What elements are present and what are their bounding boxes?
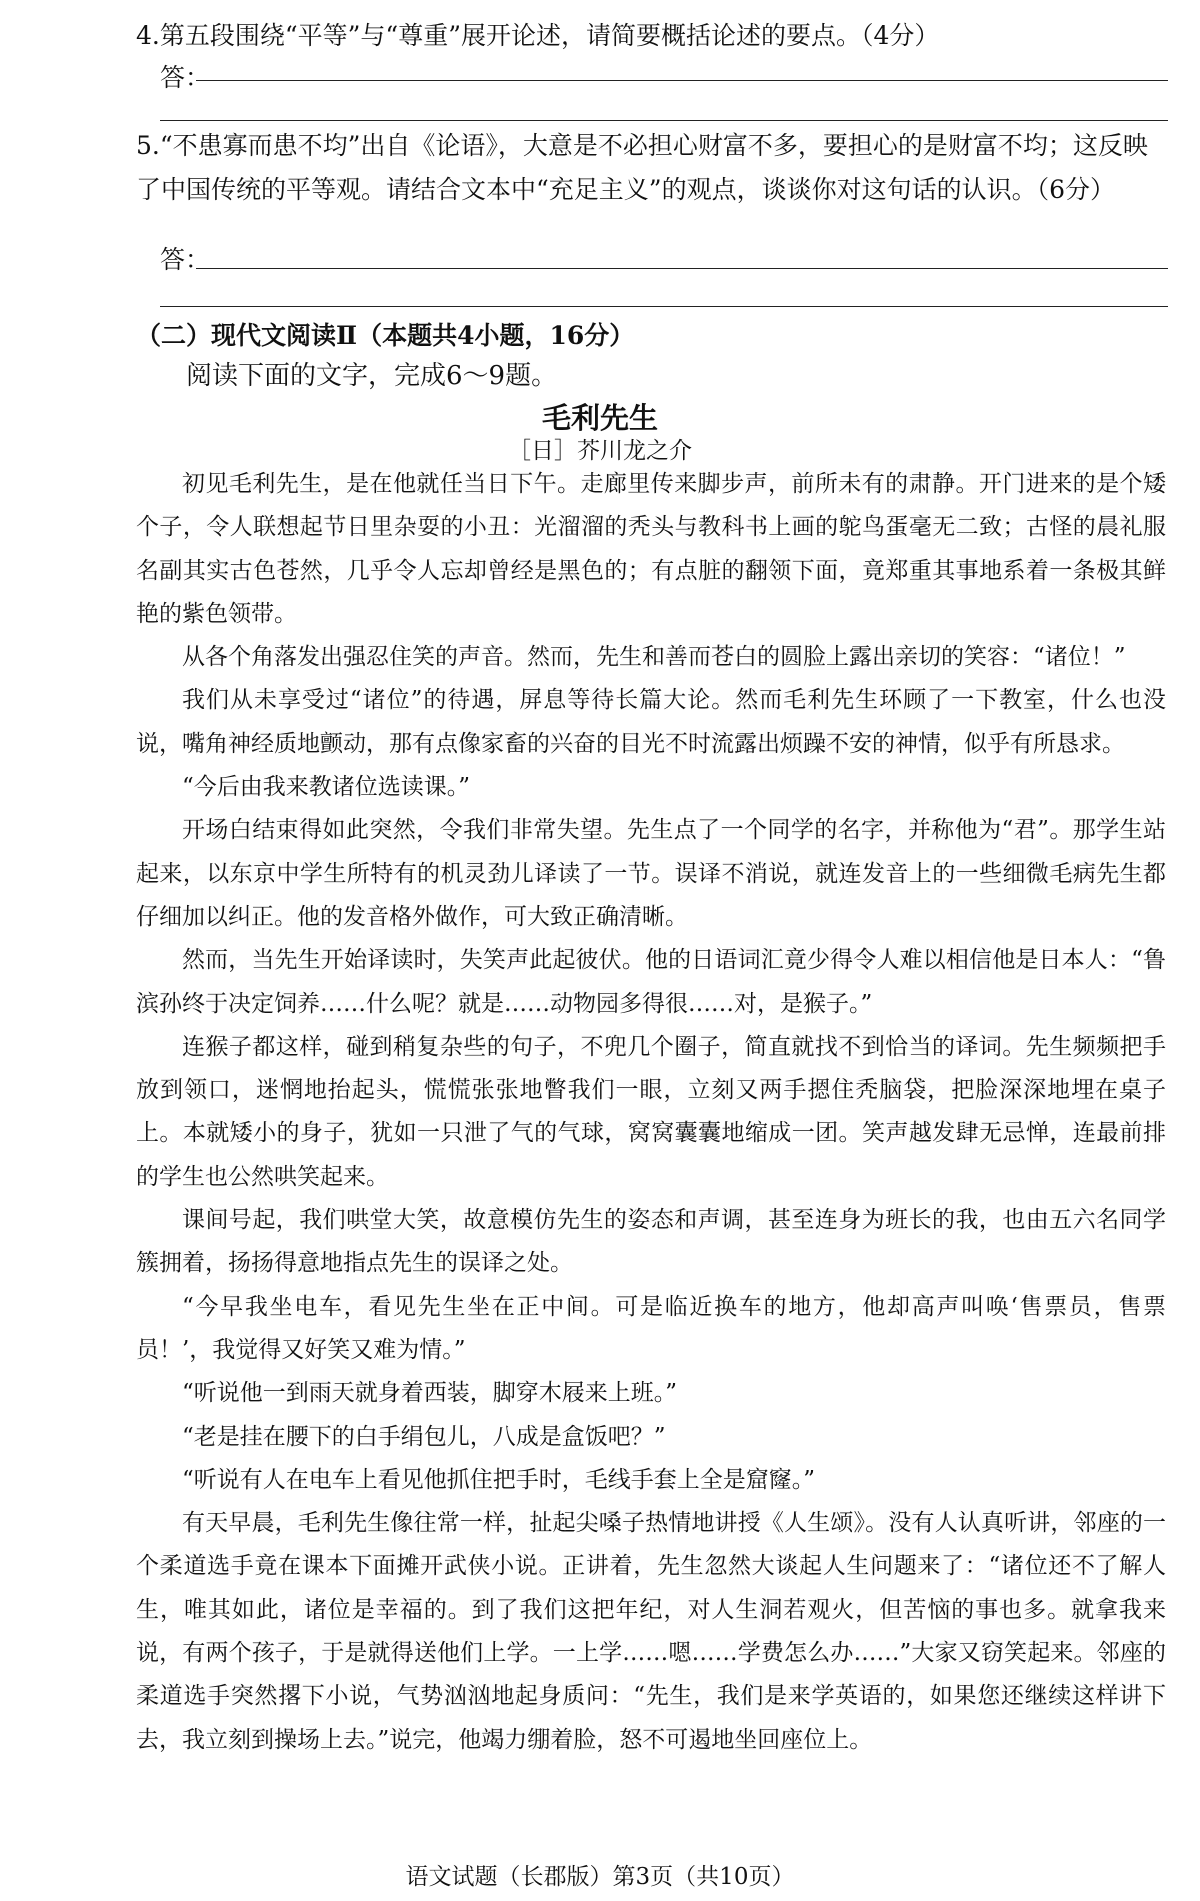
- article-paragraph: 连猴子都这样，碰到稍复杂些的句子，不兜几个圈子，简直就找不到恰当的译词。先生频频把手放到领口，迷惘地抬起头，慌慌张张地瞥我们一眼，立刻又两手摁住秃脑袋，把脸深深地埋在桌子上。本就矮小的身子，犹如一只泄了气的气球，窝窝囊囊地缩成一团。笑声越发肆无忌惮，连最前排的学生也公然哄笑起来。: [136, 1033, 1166, 1190]
- article-paragraph: 课间号起，我们哄堂大笑，故意模仿先生的姿态和声调，甚至连身为班长的我，也由五六名同学簇拥着，扬扬得意地指点先生的误译之处。: [136, 1207, 1166, 1277]
- answer-line: [196, 268, 1168, 269]
- article-title: 毛利先生: [541, 401, 658, 435]
- article-paragraph: 有天早晨，毛利先生像往常一样，扯起尖嗓子热情地讲授《人生颂》。没有人认真听讲，邻座的一个柔道选手竟在课本下面摊开武侠小说。正讲着，先生忽然大谈起人生问题来了：“诸位还不了解人生，唯其如此，诸位是幸福的。到了我们这把年纪，对人生洞若观火，但苦恼的事也多。就拿我来说，有两个孩子，于是就得送他们上学。一上学……嗯……学费怎么办……”大家又窃笑起来。邻座的柔道选手突然撂下小说，气势汹汹地起身质问：“先生，我们是来学英语的，如果您还继续这样讲下去，我立刻到操场上去。”说完，他竭力绷着脸，怒不可遏地坐回座位上。: [136, 1510, 1166, 1753]
- article-paragraph: 初见毛利先生，是在他就任当日下午。走廊里传来脚步声，前所未有的肃静。开门进来的是个矮个子，令人联想起节日里杂耍的小丑：光溜溜的秃头与教科书上画的鸵鸟蛋毫无二致；古怪的晨礼服名副其实古色苍然，几乎令人忘却曾经是黑色的；有点脏的翻领下面，竟郑重其事地系着一条极其鲜艳的紫色领带。: [136, 471, 1166, 627]
- article-paragraph: “听说有人在电车上看见他抓住把手时，毛线手套上全是窟窿。”: [182, 1466, 816, 1493]
- answer-line: [196, 80, 1168, 81]
- question-4-text: 4.第五段围绕“平等”与“尊重”展开论述，请简要概括论述的要点。（4分）: [136, 21, 940, 50]
- section-heading: （二）现代文阅读Ⅱ（本题共4小题，16分）: [136, 321, 635, 350]
- section-instruction: 阅读下面的文字，完成6～9题。: [186, 361, 558, 391]
- question-5-text: 5.“不患寡而患不均”出自《论语》，大意是不必担心财富不多，要担心的是财富不均；这反映了中国传统的平等观。请结合文本中“充足主义”的观点，谈谈你对这句话的认识。（6分）: [136, 131, 1148, 204]
- question-4: [136, 12, 1166, 60]
- question-4-answer-label: 答：: [160, 63, 211, 92]
- article-paragraph: “今后由我来教诸位选读课。”: [182, 774, 471, 801]
- question-5-answer-label: 答：: [160, 245, 211, 274]
- article-paragraph: 我们从未享受过“诸位”的待遇，屏息等待长篇大论。然而毛利先生环顾了一下教室，什么也没说，嘴角神经质地颤动，那有点像家畜的兴奋的目光不时流露出烦躁不安的神情，似乎有所恳求。: [136, 687, 1166, 757]
- question-5: [136, 124, 1166, 212]
- article-paragraph: 开场白结束得如此突然，令我们非常失望。先生点了一个同学的名字，并称他为“君”。那学生站起来，以东京中学生所特有的机灵劲儿译读了一节。误译不消说，就连发音上的一些细微毛病先生都仔细加以纠正。他的发音格外做作，可大致正确清晰。: [136, 817, 1166, 930]
- answer-line: [160, 120, 1168, 121]
- article-paragraph: 从各个角落发出强忍住笑的声音。然而，先生和善而苍白的圆脸上露出亲切的笑容：“诸位！”: [182, 644, 1126, 671]
- page-footer: 语文试题（长郡版）第3页（共10页）: [405, 1864, 795, 1890]
- article-paragraph: 然而，当先生开始译读时，失笑声此起彼伏。他的日语词汇竟少得令人难以相信他是日本人：“鲁滨孙终于决定饲养……什么呢？就是……动物园多得很……对，是猴子。”: [136, 947, 1166, 1017]
- article-paragraph: “听说他一到雨天就身着西装，脚穿木屐来上班。”: [182, 1380, 678, 1407]
- article-body: [136, 463, 1166, 1762]
- article-paragraph: “老是挂在腰下的白手绢包儿，八成是盒饭吧？”: [182, 1423, 666, 1450]
- article-paragraph: “今早我坐电车，看见先生坐在正中间。可是临近换车的地方，他却高声叫唤‘售票员，售票员！’，我觉得又好笑又难为情。”: [136, 1293, 1166, 1363]
- answer-line: [160, 306, 1168, 307]
- article-author: ［日］芥川龙之介: [508, 438, 692, 464]
